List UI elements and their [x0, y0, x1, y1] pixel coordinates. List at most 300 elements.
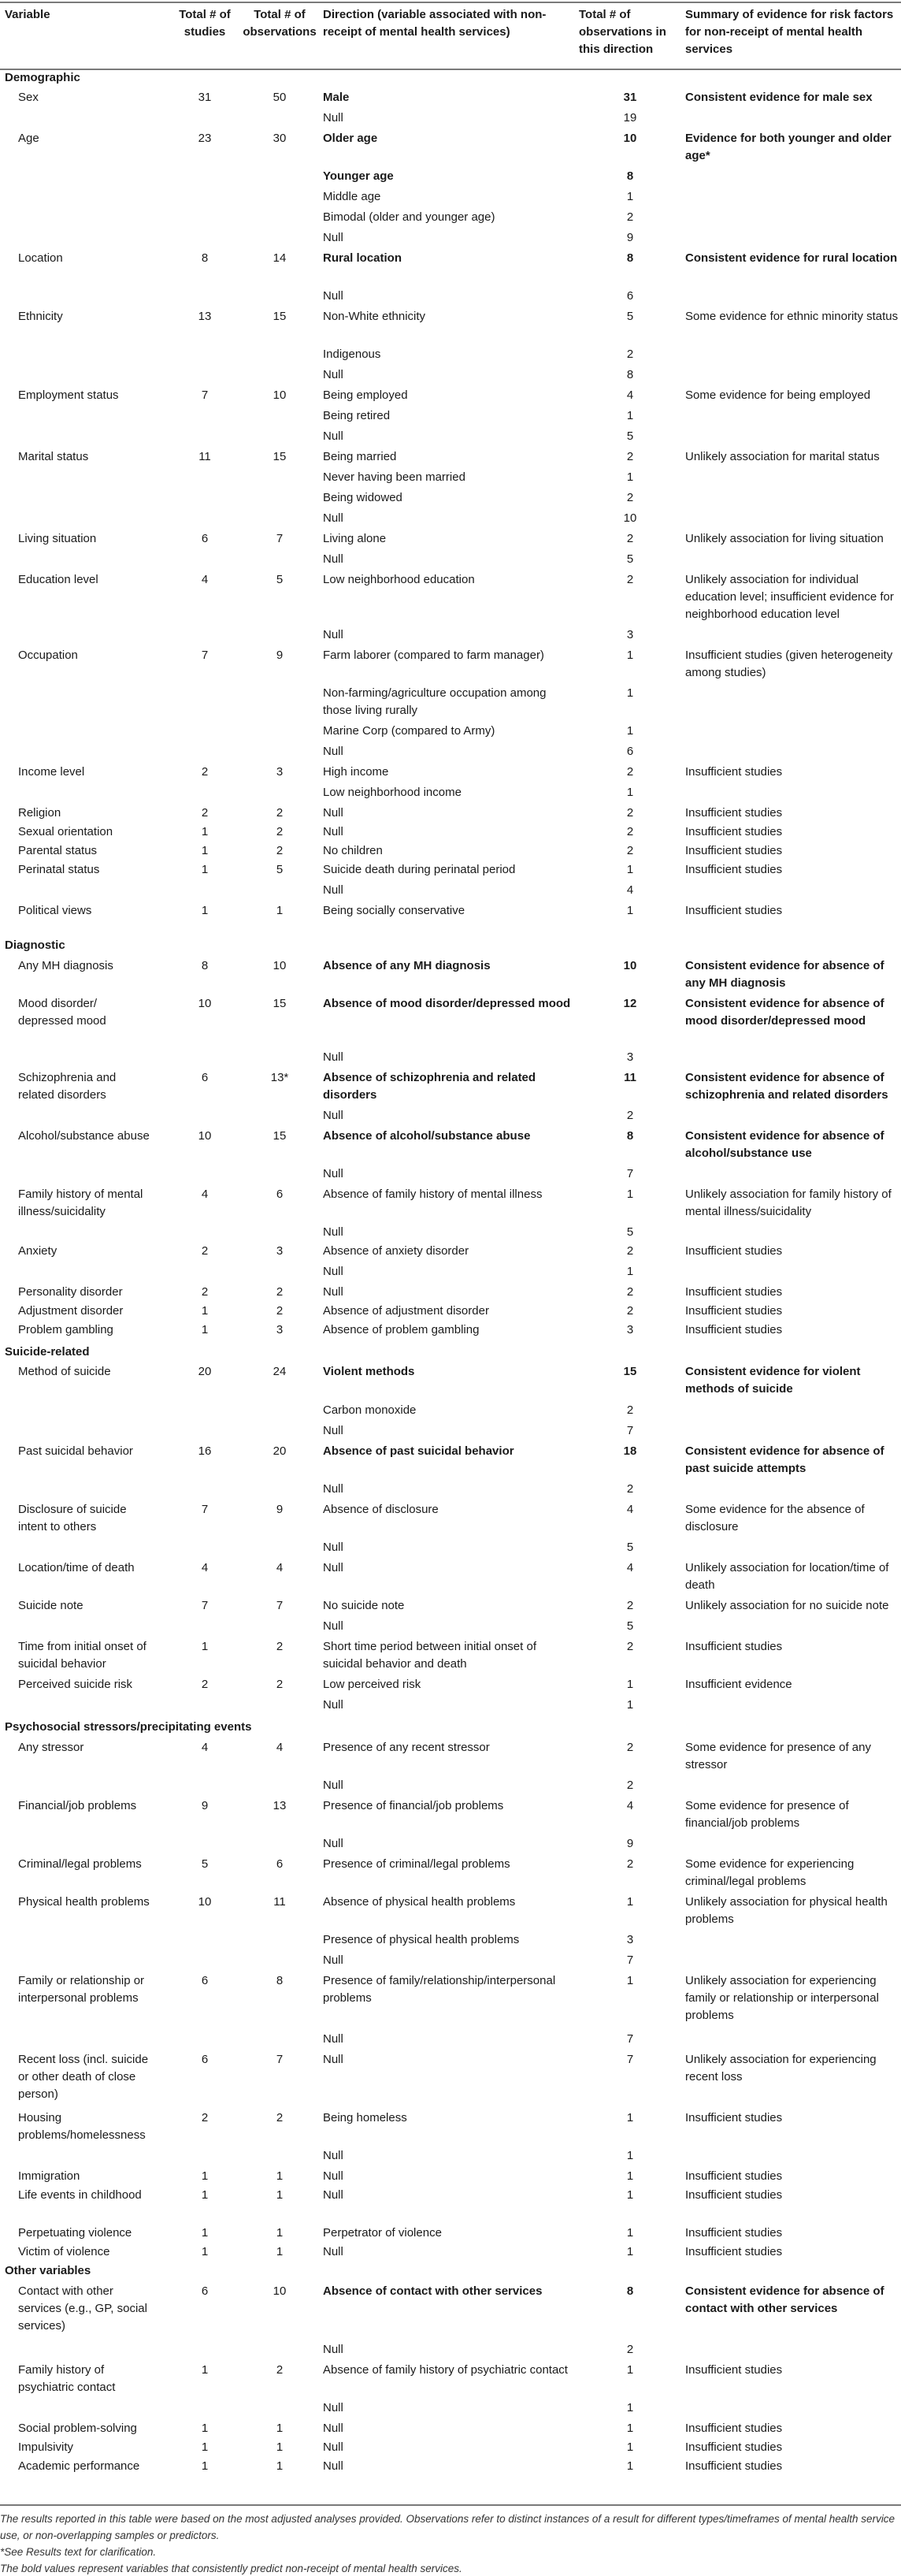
direction-cell: Farm laborer (compared to farm manager): [323, 649, 544, 662]
direction-cell: Null: [323, 231, 343, 244]
variable-cell: Sex: [18, 91, 39, 104]
studies-cell: 2: [201, 1244, 209, 1258]
summary-cell: Some evidence for experiencing criminal/legal problems: [685, 1857, 855, 1888]
summary-cell: Some evidence for presence of any stressor: [685, 1741, 871, 1771]
direction-count-cell: 6: [626, 289, 634, 303]
direction-cell: Null: [323, 1285, 343, 1299]
variable-cell: Age: [18, 132, 39, 145]
variable-cell: Impulsivity: [18, 2440, 74, 2454]
direction-cell: Null: [323, 111, 343, 125]
direction-cell: Being retired: [323, 409, 391, 422]
direction-count-cell: 2: [626, 1482, 634, 1496]
direction-cell: Non-farming/agriculture occupation among those living rurally: [323, 686, 547, 717]
section-heading: Psychosocial stressors/precipitating events: [5, 1720, 252, 1734]
observations-cell: 6: [276, 1188, 284, 1201]
variable-cell: Personality disorder: [18, 1285, 123, 1299]
studies-cell: 1: [201, 825, 209, 838]
summary-cell: Insufficient evidence: [685, 1678, 792, 1691]
summary-cell: Insufficient studies: [685, 863, 783, 876]
direction-cell: Violent methods: [323, 1365, 415, 1378]
direction-count-cell: 1: [626, 2111, 634, 2124]
direction-count-cell: 5: [626, 1619, 634, 1633]
direction-count-cell: 2: [626, 1640, 634, 1653]
summary-cell: Unlikely association for experiencing family or relationship or interpersonal problems: [685, 1974, 879, 2022]
variable-cell: Parental status: [18, 844, 98, 857]
observations-cell: 2: [276, 806, 284, 820]
observations-cell: 2: [276, 1285, 284, 1299]
direction-cell: Rural location: [323, 251, 402, 265]
variable-cell: Criminal/legal problems: [18, 1857, 142, 1871]
direction-count-cell: 2: [626, 765, 634, 779]
variable-cell: Income level: [18, 765, 85, 779]
summary-cell: Insufficient studies: [685, 1323, 783, 1336]
variable-cell: Disclosure of suicide intent to others: [18, 1503, 127, 1533]
direction-count-cell: 3: [626, 1933, 634, 1946]
variable-cell: Any MH diagnosis: [18, 959, 113, 972]
direction-count-cell: 7: [626, 1953, 634, 1967]
direction-count-cell: 1: [626, 2440, 634, 2454]
studies-cell: 6: [201, 1071, 209, 1084]
direction-cell: Short time period between initial onset of suicidal behavior and death: [323, 1640, 536, 1671]
direction-cell: Absence of any MH diagnosis: [323, 959, 491, 972]
header-direction: Direction (variable associated with non-receipt of mental health services): [323, 8, 547, 39]
direction-cell: Null: [323, 2032, 343, 2046]
direction-count-cell: 4: [626, 1561, 634, 1574]
studies-cell: 4: [201, 1561, 209, 1574]
direction-cell: Presence of family/relationship/interpersonal problems: [323, 1974, 556, 2005]
direction-count-cell: 1: [626, 863, 634, 876]
direction-count-cell: 3: [626, 628, 634, 641]
direction-cell: Being employed: [323, 388, 408, 402]
studies-cell: 7: [201, 1503, 209, 1516]
section-heading: Suicide-related: [5, 1345, 90, 1359]
summary-cell: Insufficient studies: [685, 765, 783, 779]
direction-count-cell: 1: [626, 2149, 634, 2162]
summary-cell: Consistent evidence for absence of alcohol/substance use: [685, 1129, 884, 1160]
direction-cell: Null: [323, 2188, 343, 2202]
observations-cell: 5: [276, 863, 284, 876]
observations-cell: 2: [276, 844, 284, 857]
direction-count-cell: 1: [626, 786, 634, 799]
studies-cell: 10: [198, 997, 212, 1010]
footnote-bold: The bold values represent variables that consistently predict non-receipt of mental health services.: [0, 2563, 462, 2574]
direction-cell: Indigenous: [323, 348, 381, 361]
direction-cell: Bimodal (older and younger age): [323, 210, 495, 224]
observations-cell: 7: [276, 1599, 284, 1612]
direction-cell: Null: [323, 1561, 343, 1574]
direction-count-cell: 5: [626, 429, 634, 443]
direction-count-cell: 12: [623, 997, 637, 1010]
direction-cell: Older age: [323, 132, 378, 145]
variable-cell: Financial/job problems: [18, 1799, 137, 1812]
direction-cell: Null: [323, 2440, 343, 2454]
studies-cell: 1: [201, 1304, 209, 1318]
variable-cell: Occupation: [18, 649, 78, 662]
summary-cell: Some evidence for the absence of disclosure: [685, 1503, 865, 1533]
direction-count-cell: 5: [626, 1225, 634, 1239]
observations-cell: 6: [276, 1857, 284, 1871]
direction-cell: Null: [323, 2401, 343, 2414]
observations-cell: 1: [276, 2226, 284, 2240]
variable-cell: Alcohol/substance abuse: [18, 1129, 150, 1143]
direction-count-cell: 15: [623, 1365, 637, 1378]
bottom-rule: [0, 2504, 901, 2506]
studies-cell: 1: [201, 2422, 209, 2435]
direction-cell: Low perceived risk: [323, 1678, 421, 1691]
top-rule: [0, 2, 901, 3]
observations-cell: 13: [273, 1799, 287, 1812]
studies-cell: 4: [201, 573, 209, 586]
studies-cell: 8: [201, 251, 209, 265]
studies-cell: 1: [201, 2226, 209, 2240]
direction-cell: Null: [323, 1619, 343, 1633]
studies-cell: 23: [198, 132, 212, 145]
direction-count-cell: 8: [626, 169, 634, 183]
direction-cell: Marine Corp (compared to Army): [323, 724, 495, 738]
observations-cell: 1: [276, 904, 284, 917]
direction-count-cell: 1: [626, 409, 634, 422]
variable-cell: Time from initial onset of suicidal behavior: [18, 1640, 146, 1671]
direction-count-cell: 5: [626, 1541, 634, 1554]
studies-cell: 31: [198, 91, 212, 104]
direction-cell: Younger age: [323, 169, 394, 183]
direction-count-cell: 1: [626, 2169, 634, 2183]
studies-cell: 7: [201, 1599, 209, 1612]
direction-cell: Absence of disclosure: [323, 1503, 439, 1516]
direction-cell: Absence of problem gambling: [323, 1323, 480, 1336]
observations-cell: 4: [276, 1561, 284, 1574]
observations-cell: 5: [276, 573, 284, 586]
studies-cell: 1: [201, 2459, 209, 2473]
direction-count-cell: 8: [626, 251, 634, 265]
studies-cell: 1: [201, 904, 209, 917]
variable-cell: Perinatal status: [18, 863, 100, 876]
direction-cell: Null: [323, 2149, 343, 2162]
direction-cell: No children: [323, 844, 383, 857]
studies-cell: 4: [201, 1741, 209, 1754]
observations-cell: 1: [276, 2245, 284, 2258]
observations-cell: 10: [273, 959, 287, 972]
header-direction-observations: Total # of observations in this direction: [579, 8, 666, 56]
direction-count-cell: 2: [626, 573, 634, 586]
variable-cell: Anxiety: [18, 1244, 57, 1258]
direction-cell: Absence of physical health problems: [323, 1895, 516, 1909]
section-heading: Diagnostic: [5, 939, 65, 952]
direction-cell: Null: [323, 1050, 343, 1064]
summary-cell: Unlikely association for living situation: [685, 532, 884, 545]
direction-count-cell: 1: [626, 190, 634, 203]
variable-cell: Housing problems/homelessness: [18, 2111, 146, 2142]
summary-cell: Insufficient studies: [685, 2363, 783, 2377]
direction-cell: Null: [323, 289, 343, 303]
summary-cell: Some evidence for being employed: [685, 388, 871, 402]
summary-cell: Insufficient studies: [685, 825, 783, 838]
variable-cell: Marital status: [18, 450, 89, 463]
direction-count-cell: 10: [623, 132, 637, 145]
direction-count-cell: 1: [626, 2401, 634, 2414]
direction-count-cell: 1: [626, 1188, 634, 1201]
direction-count-cell: 7: [626, 1424, 634, 1437]
direction-count-cell: 3: [626, 1050, 634, 1064]
summary-cell: Consistent evidence for male sex: [685, 91, 873, 104]
direction-count-cell: 1: [626, 649, 634, 662]
observations-cell: 2: [276, 825, 284, 838]
summary-cell: Insufficient studies: [685, 1244, 783, 1258]
variable-cell: Academic performance: [18, 2459, 140, 2473]
studies-cell: 10: [198, 1129, 212, 1143]
observations-cell: 15: [273, 997, 287, 1010]
studies-cell: 11: [198, 450, 211, 463]
direction-cell: Null: [323, 1225, 343, 1239]
studies-cell: 8: [201, 959, 209, 972]
direction-cell: Null: [323, 429, 343, 443]
observations-cell: 3: [276, 1323, 284, 1336]
direction-count-cell: 6: [626, 745, 634, 758]
direction-cell: Null: [323, 806, 343, 820]
direction-count-cell: 1: [626, 1895, 634, 1909]
direction-count-cell: 1: [626, 2226, 634, 2240]
observations-cell: 3: [276, 765, 284, 779]
observations-cell: 1: [276, 2440, 284, 2454]
variable-cell: Political views: [18, 904, 92, 917]
direction-count-cell: 1: [626, 1698, 634, 1712]
direction-cell: Null: [323, 1167, 343, 1180]
direction-count-cell: 2: [626, 2343, 634, 2356]
variable-cell: Religion: [18, 806, 61, 820]
studies-cell: 16: [198, 1444, 212, 1458]
direction-cell: Null: [323, 2422, 343, 2435]
direction-count-cell: 1: [626, 2245, 634, 2258]
summary-cell: Unlikely association for location/time of death: [685, 1561, 889, 1592]
observations-cell: 2: [276, 2363, 284, 2377]
header-summary: Summary of evidence for risk factors for non-receipt of mental health services: [685, 8, 894, 56]
direction-count-cell: 2: [626, 825, 634, 838]
direction-cell: Null: [323, 2169, 343, 2183]
direction-count-cell: 5: [626, 552, 634, 566]
direction-count-cell: 1: [626, 1265, 634, 1278]
observations-cell: 8: [276, 1974, 284, 1987]
direction-count-cell: 1: [626, 2188, 634, 2202]
direction-count-cell: 8: [626, 2284, 634, 2298]
direction-cell: Absence of family history of psychiatric contact: [323, 2363, 568, 2377]
studies-cell: 1: [201, 2245, 209, 2258]
observations-cell: 10: [273, 2284, 287, 2298]
direction-count-cell: 8: [626, 1129, 634, 1143]
direction-cell: Being married: [323, 450, 397, 463]
variable-cell: Victim of violence: [18, 2245, 110, 2258]
header-studies: Total # of studies: [179, 8, 231, 39]
studies-cell: 2: [201, 2111, 209, 2124]
direction-count-cell: 4: [626, 388, 634, 402]
summary-cell: Consistent evidence for absence of mood disorder/depressed mood: [685, 997, 884, 1028]
direction-count-cell: 4: [626, 1503, 634, 1516]
observations-cell: 10: [273, 388, 287, 402]
footnote-general: The results reported in this table were based on the most adjusted analyses provided. Observations refer to distinct instances of a result for different types/timeframes of mental health service use, or non-overlapping samples or predictors.: [0, 2513, 895, 2541]
summary-cell: Insufficient studies: [685, 2188, 783, 2202]
studies-cell: 20: [198, 1365, 212, 1378]
variable-cell: Family history of psychiatric contact: [18, 2363, 116, 2394]
observations-cell: 9: [276, 1503, 284, 1516]
observations-cell: 4: [276, 1741, 284, 1754]
observations-cell: 15: [273, 1129, 287, 1143]
direction-cell: Null: [323, 511, 343, 525]
observations-cell: 24: [273, 1365, 287, 1378]
studies-cell: 2: [201, 1678, 209, 1691]
direction-cell: Non-White ethnicity: [323, 310, 426, 323]
direction-cell: Absence of schizophrenia and related disorders: [323, 1071, 536, 1102]
observations-cell: 11: [273, 1895, 286, 1909]
direction-count-cell: 4: [626, 883, 634, 897]
direction-cell: Presence of any recent stressor: [323, 1741, 490, 1754]
variable-cell: Adjustment disorder: [18, 1304, 124, 1318]
direction-cell: Null: [323, 1698, 343, 1712]
direction-count-cell: 7: [626, 2032, 634, 2046]
direction-count-cell: 1: [626, 470, 634, 484]
header-variable: Variable: [5, 8, 50, 21]
footnote-asterisk: *See Results text for clarification.: [0, 2546, 157, 2558]
direction-count-cell: 2: [626, 1857, 634, 1871]
summary-cell: Insufficient studies: [685, 2111, 783, 2124]
observations-cell: 7: [276, 532, 284, 545]
direction-cell: Null: [323, 745, 343, 758]
summary-cell: Insufficient studies: [685, 1304, 783, 1318]
summary-cell: Consistent evidence for absence of schizophrenia and related disorders: [685, 1071, 888, 1102]
studies-cell: 2: [201, 1285, 209, 1299]
observations-cell: 2: [276, 1640, 284, 1653]
direction-count-cell: 1: [626, 904, 634, 917]
summary-cell: Consistent evidence for violent methods of suicide: [685, 1365, 861, 1396]
direction-count-cell: 1: [626, 1974, 634, 1987]
direction-count-cell: 1: [626, 2459, 634, 2473]
direction-count-cell: 2: [626, 210, 634, 224]
summary-cell: Insufficient studies: [685, 2459, 783, 2473]
direction-cell: Never having been married: [323, 470, 465, 484]
section-heading: Other variables: [5, 2264, 91, 2277]
direction-cell: Null: [323, 2343, 343, 2356]
studies-cell: 13: [198, 310, 212, 323]
direction-count-cell: 5: [626, 310, 634, 323]
studies-cell: 5: [201, 1857, 209, 1871]
summary-cell: Insufficient studies: [685, 2245, 783, 2258]
direction-count-cell: 1: [626, 686, 634, 700]
direction-cell: Male: [323, 91, 350, 104]
summary-cell: Insufficient studies (given heterogeneity among studies): [685, 649, 893, 679]
summary-cell: Some evidence for ethnic minority status: [685, 310, 899, 323]
direction-cell: Being homeless: [323, 2111, 407, 2124]
direction-cell: Null: [323, 825, 343, 838]
variable-cell: Contact with other services (e.g., GP, social services): [18, 2284, 147, 2333]
observations-cell: 1: [276, 2459, 284, 2473]
studies-cell: 1: [201, 1640, 209, 1653]
observations-cell: 7: [276, 2053, 284, 2066]
summary-cell: Consistent evidence for absence of contact with other services: [685, 2284, 884, 2315]
variable-cell: Location: [18, 251, 63, 265]
summary-cell: Insufficient studies: [685, 844, 783, 857]
direction-count-cell: 2: [626, 1109, 634, 1122]
direction-cell: Middle age: [323, 190, 381, 203]
table-footnotes: [0, 2511, 901, 2576]
studies-cell: 9: [201, 1799, 209, 1812]
variable-cell: Family or relationship or interpersonal problems: [18, 1974, 145, 2005]
summary-cell: Insufficient studies: [685, 1285, 783, 1299]
direction-cell: Absence of adjustment disorder: [323, 1304, 489, 1318]
summary-cell: Unlikely association for family history of mental illness/suicidality: [685, 1188, 892, 1218]
direction-cell: High income: [323, 765, 389, 779]
direction-count-cell: 2: [626, 1741, 634, 1754]
studies-cell: 6: [201, 2284, 209, 2298]
direction-count-cell: 2: [626, 1599, 634, 1612]
variable-cell: Sexual orientation: [18, 825, 113, 838]
direction-cell: Being socially conservative: [323, 904, 465, 917]
direction-cell: Absence of mood disorder/depressed mood: [323, 997, 571, 1010]
direction-cell: Null: [323, 1265, 343, 1278]
variable-cell: Any stressor: [18, 1741, 84, 1754]
direction-count-cell: 3: [626, 1323, 634, 1336]
summary-cell: Consistent evidence for absence of past suicide attempts: [685, 1444, 884, 1475]
direction-count-cell: 1: [626, 2363, 634, 2377]
direction-cell: Low neighborhood income: [323, 786, 462, 799]
direction-count-cell: 2: [626, 348, 634, 361]
direction-cell: Suicide death during perinatal period: [323, 863, 516, 876]
summary-cell: Insufficient studies: [685, 806, 783, 820]
studies-cell: 10: [198, 1895, 212, 1909]
observations-cell: 30: [273, 132, 287, 145]
direction-count-cell: 9: [626, 1837, 634, 1850]
summary-cell: Insufficient studies: [685, 2169, 783, 2183]
summary-cell: Insufficient studies: [685, 2226, 783, 2240]
direction-cell: Null: [323, 628, 343, 641]
direction-cell: Null: [323, 552, 343, 566]
direction-count-cell: 2: [626, 844, 634, 857]
direction-count-cell: 2: [626, 450, 634, 463]
direction-cell: Null: [323, 1837, 343, 1850]
variable-cell: Living situation: [18, 532, 97, 545]
direction-cell: Being widowed: [323, 491, 402, 504]
studies-cell: 1: [201, 1323, 209, 1336]
summary-cell: Unlikely association for individual education level; insufficient evidence for neighborhood education level: [685, 573, 894, 621]
summary-cell: Insufficient studies: [685, 2440, 783, 2454]
direction-count-cell: 10: [623, 959, 637, 972]
direction-cell: Null: [323, 1779, 343, 1792]
header-observations: Total # of observations: [243, 8, 317, 39]
variable-cell: Schizophrenia and related disorders: [18, 1071, 117, 1102]
variable-cell: Perpetuating violence: [18, 2226, 132, 2240]
studies-cell: 1: [201, 2188, 209, 2202]
direction-cell: Absence of anxiety disorder: [323, 1244, 469, 1258]
direction-cell: Absence of past suicidal behavior: [323, 1444, 514, 1458]
section-heading: Demographic: [5, 71, 80, 84]
direction-cell: Null: [323, 368, 343, 381]
variable-cell: Physical health problems: [18, 1895, 150, 1909]
direction-count-cell: 9: [626, 231, 634, 244]
variable-cell: Past suicidal behavior: [18, 1444, 133, 1458]
studies-cell: 7: [201, 388, 209, 402]
direction-count-cell: 18: [623, 1444, 637, 1458]
summary-cell: Unlikely association for experiencing recent loss: [685, 2053, 877, 2083]
variable-cell: Ethnicity: [18, 310, 63, 323]
direction-count-cell: 2: [626, 1285, 634, 1299]
summary-cell: Evidence for both younger and older age*: [685, 132, 892, 162]
summary-cell: Insufficient studies: [685, 904, 783, 917]
studies-cell: 1: [201, 844, 209, 857]
studies-cell: 7: [201, 649, 209, 662]
direction-count-cell: 11: [624, 1071, 636, 1084]
direction-count-cell: 2: [626, 1304, 634, 1318]
direction-count-cell: 2: [626, 1244, 634, 1258]
variable-cell: Problem gambling: [18, 1323, 113, 1336]
direction-count-cell: 1: [626, 2422, 634, 2435]
direction-cell: Null: [323, 1109, 343, 1122]
